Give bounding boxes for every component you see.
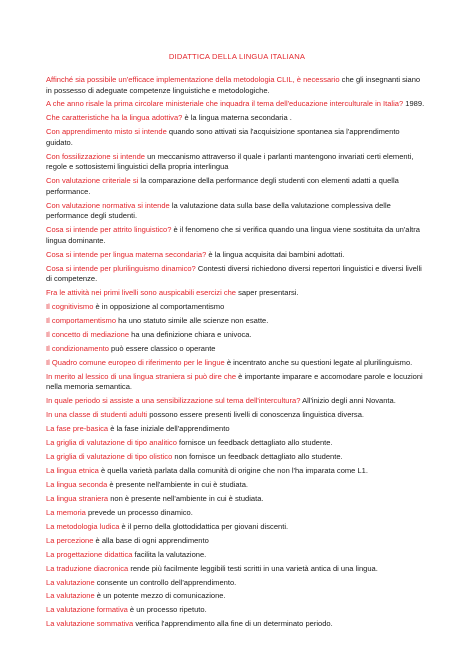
qa-entry xyxy=(46,330,428,341)
answer-text: un meccanismo attraverso il quale i parlanti mantengono invariati certi elementi, regole e sottosistemi linguistici della propria interlingua xyxy=(46,151,414,172)
qa-entry xyxy=(46,75,428,96)
answer-text: può essere classico o operante xyxy=(108,343,216,353)
qa-entry xyxy=(46,99,428,110)
qa-entry xyxy=(46,536,428,547)
question-text: In quale periodo si assiste a una sensibilizzazione sul tema dell'intercultura? xyxy=(46,396,301,406)
question-text: La valutazione sommativa xyxy=(46,619,134,629)
question-text: La griglia di valutazione di tipo analitico xyxy=(46,438,177,448)
question-text: Il Quadro comune europeo di riferimento per le lingue xyxy=(46,357,225,367)
qa-entry xyxy=(46,522,428,533)
qa-entry xyxy=(46,452,428,463)
answer-text: è quella varietà parlata dalla comunità di origine che non l'ha imparata come L1. xyxy=(98,466,368,475)
answer-text: la valutazione data sulla base della valutazione complessiva delle performance degli studenti. xyxy=(46,200,391,221)
qa-entry xyxy=(46,225,428,246)
qa-entry xyxy=(46,605,428,616)
answer-text: è il perno della glottodidattica per giovani discenti. xyxy=(119,521,289,531)
question-text: Con apprendimento misto si intende xyxy=(46,127,167,137)
answer-text: Contesti diversi richiedono diversi repertori linguistici e diversi livelli di competenze. xyxy=(46,263,422,284)
question-text: La lingua etnica xyxy=(46,466,99,475)
qa-entry xyxy=(46,152,428,173)
question-text: Fra le attività nei primi livelli sono auspicabili esercizi che xyxy=(46,288,237,298)
qa-entry xyxy=(46,201,428,222)
answer-text: la comparazione della performance degli studenti con elementi adatti a quella performance. xyxy=(46,176,399,196)
answer-text: è la lingua acquisita dai bambini adottati. xyxy=(206,249,345,259)
qa-entry xyxy=(46,564,428,575)
qa-entry xyxy=(46,466,428,477)
question-text: La valutazione formativa xyxy=(46,605,128,615)
question-text: Affinché sia possibile un'efficace implementazione della metodologia CLIL, è necessario xyxy=(46,75,340,84)
answer-text: è la lingua materna secondaria . xyxy=(182,113,292,123)
question-text: La griglia di valutazione di tipo olistico xyxy=(46,452,173,462)
qa-entry xyxy=(46,578,428,589)
answer-text: è un potente mezzo di comunicazione. xyxy=(94,591,226,601)
question-text: La traduzione diacronica xyxy=(46,563,129,573)
qa-entry xyxy=(46,264,428,285)
question-text: La lingua seconda xyxy=(46,479,108,489)
answer-text: è un processo ripetuto. xyxy=(127,605,207,615)
qa-entry xyxy=(46,480,428,491)
qa-entry xyxy=(46,372,428,393)
question-text: Cosa si intende per attrito linguistico? xyxy=(46,225,172,235)
qa-entry xyxy=(46,250,428,261)
question-text: La percezione xyxy=(46,535,94,545)
qa-entry xyxy=(46,288,428,299)
question-text: In una classe di studenti adulti xyxy=(46,410,148,420)
question-text: Il condizionamento xyxy=(46,343,109,353)
answer-text: è importante imparare e accomodare parole e locuzioni nella memoria semantica. xyxy=(46,371,423,392)
answer-text: quando sono attivati sia l'acquisizione spontanea sia l'apprendimento guidato. xyxy=(46,127,400,147)
question-text: In merito al lessico di una lingua straniera si può dire che xyxy=(46,371,237,381)
qa-entry xyxy=(46,176,428,197)
answer-text: è presente nell'ambiente in cui è studiata. xyxy=(107,479,248,489)
qa-entry xyxy=(46,396,428,407)
answer-text: rende più facilmente leggibili testi scritti in una varietà antica di una lingua. xyxy=(128,563,378,573)
question-text: A che anno risale la prima circolare ministeriale che inquadra il tema dell'educazione interculturale in Italia? xyxy=(46,99,404,109)
question-text: Cosa si intende per plurilinguismo dinamico? xyxy=(46,263,196,273)
answer-text: ha una definizione chiara e univoca. xyxy=(129,330,252,340)
question-text: Con valutazione criteriale si xyxy=(46,176,139,186)
question-text: La valutazione xyxy=(46,591,95,601)
question-text: Con fossilizzazione si intende xyxy=(46,151,146,161)
qa-entry xyxy=(46,424,428,435)
question-text: La memoria xyxy=(46,507,86,517)
answer-text: che gli insegnanti siano in possesso di adeguate competenze linguistiche e metodologiche. xyxy=(46,75,421,95)
qa-entry xyxy=(46,494,428,505)
question-text: Il comportamentismo xyxy=(46,316,117,326)
qa-entry xyxy=(46,619,428,630)
qa-entry xyxy=(46,127,428,148)
answer-text: facilita la valutazione. xyxy=(132,549,207,559)
document-title: DIDATTICA DELLA LINGUA ITALIANA xyxy=(168,52,306,61)
qa-entry xyxy=(46,410,428,421)
answer-text: All'inizio degli anni Novanta. xyxy=(300,396,396,406)
answer-text: verifica l'apprendimento alla fine di un determinato periodo. xyxy=(133,619,333,629)
answer-text: possono essere presenti livelli di conoscenza linguistica diversa. xyxy=(147,410,364,420)
qa-entry xyxy=(46,344,428,355)
qa-entry xyxy=(46,358,428,369)
answer-text: è in opposizione al comportamentismo xyxy=(93,302,225,312)
question-text: La progettazione didattica xyxy=(46,549,133,559)
question-text: Cosa si intende per lingua materna secondaria? xyxy=(46,249,207,259)
question-text: Con valutazione normativa si intende xyxy=(46,200,170,210)
question-text: Che caratteristiche ha la lingua adottiva? xyxy=(46,113,183,123)
qa-entry xyxy=(46,316,428,327)
qa-entry xyxy=(46,438,428,449)
answer-text: saper presentarsi. xyxy=(236,288,299,298)
qa-entry xyxy=(46,591,428,602)
qa-entry xyxy=(46,302,428,313)
answer-text: non fornisce un feedback dettagliato allo studente. xyxy=(172,452,343,462)
qa-list xyxy=(46,75,428,630)
qa-entry xyxy=(46,550,428,561)
question-text: Il concetto di mediazione xyxy=(46,330,130,340)
qa-entry xyxy=(46,508,428,519)
answer-text: fornisce un feedback dettagliato allo studente. xyxy=(176,438,333,448)
question-text: Il cognitivismo xyxy=(46,302,94,312)
question-text: La metodologia ludica xyxy=(46,521,120,531)
answer-text: 1989. xyxy=(403,99,425,109)
question-text: La valutazione xyxy=(46,577,95,587)
answer-text: ha uno statuto simile alle scienze non esatte. xyxy=(116,316,269,326)
answer-text: prevede un processo dinamico. xyxy=(85,507,193,517)
question-text: La lingua straniera xyxy=(46,493,109,503)
answer-text: consente un controllo dell'apprendimento. xyxy=(94,577,237,587)
question-text: La fase pre-basica xyxy=(46,424,109,434)
qa-entry xyxy=(46,113,428,124)
answer-text: è la fase iniziale dell'apprendimento xyxy=(108,424,230,434)
answer-text: non è presente nell'ambiente in cui è studiata. xyxy=(108,493,264,503)
answer-text: è incentrato anche su questioni legate al plurilinguismo. xyxy=(224,357,413,367)
answer-text: è alla base di ogni apprendimento xyxy=(93,535,209,545)
answer-text: è il fenomeno che si verifica quando una lingua viene sostituita da un'altra lingua dominante. xyxy=(46,225,420,245)
